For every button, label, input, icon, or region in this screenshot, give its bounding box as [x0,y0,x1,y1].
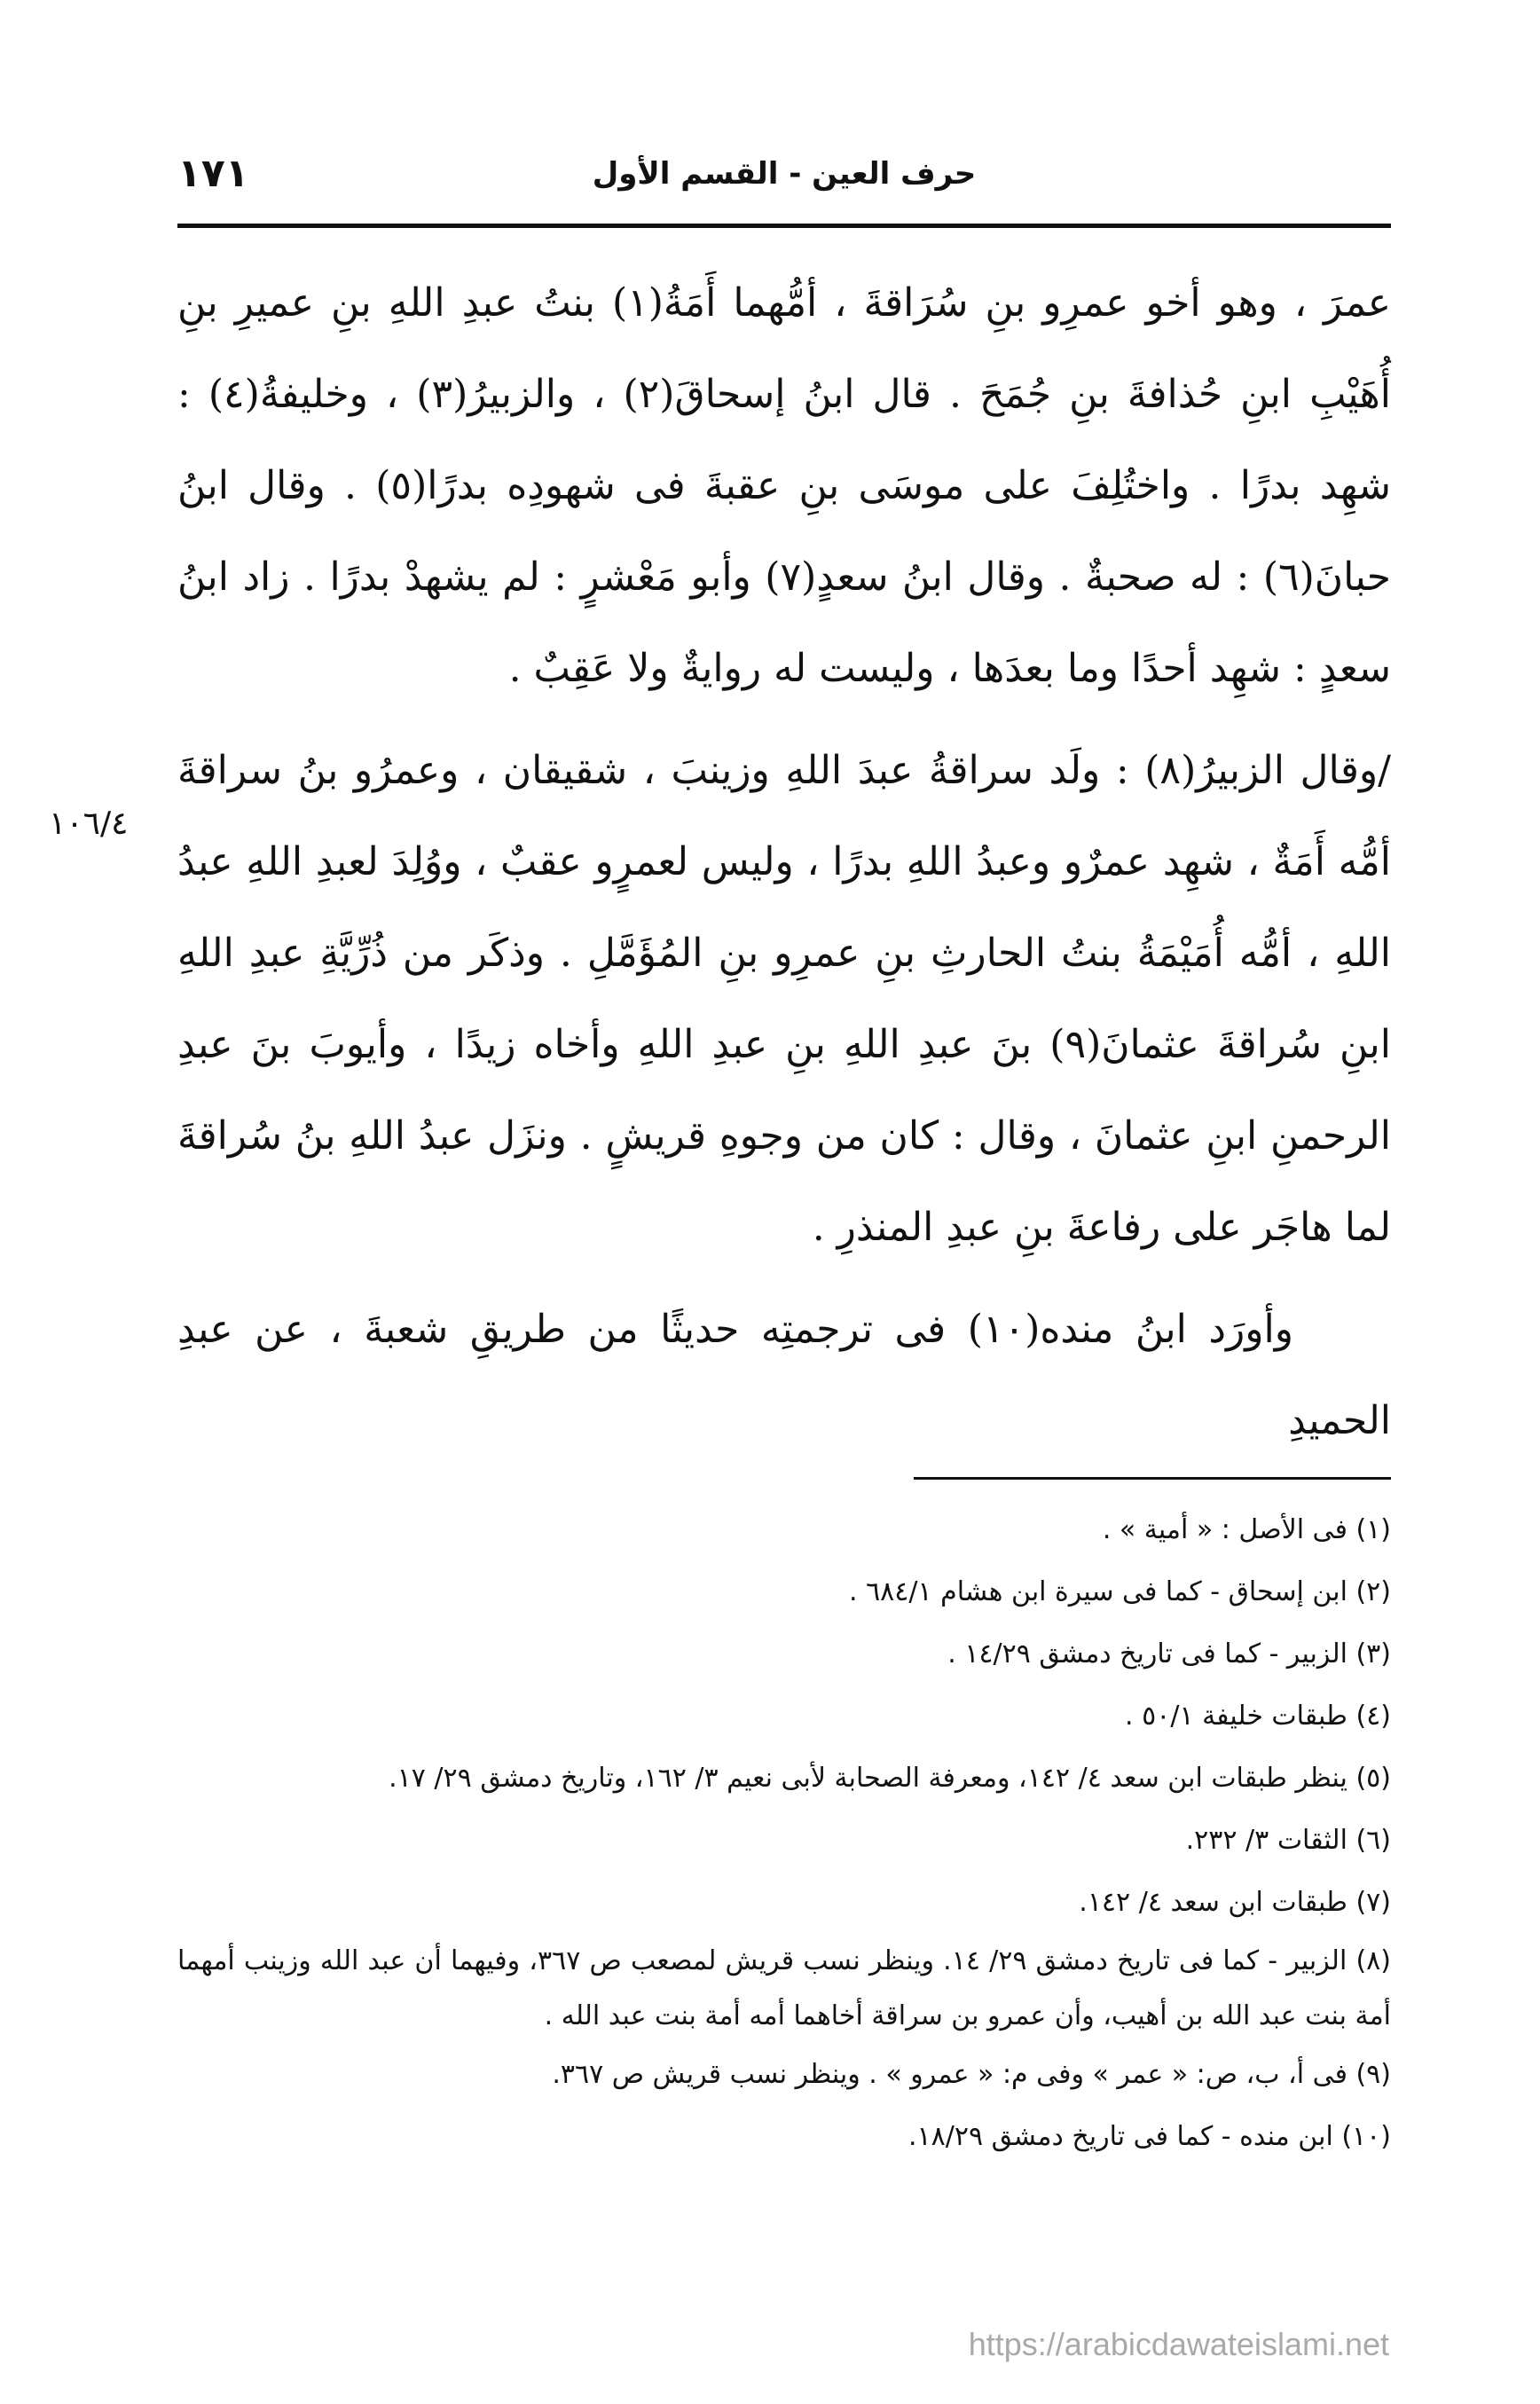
main-text [177,257,1391,1466]
running-title: حرف العين - القسم الأول [592,156,977,192]
footnote-8: (٨) الزبير - كما فى تاريخ دمشق ٢٩/ ١٤. وينظر نسب قريش لمصعب ص ٣٦٧، وفيهما أن عبد الله وزينب أمهما أمة بنت عبد الله بن أهيب، وأن عمرو بن سراقة أخاهما أمه أمة بنت عبد الله . [177,1945,1391,2031]
footnote-1: (١) فى الأصل : « أمية » . [1102,1514,1391,1545]
footnotes [177,1499,1391,2168]
footnote-10: (١٠) ابن منده - كما فى تاريخ دمشق ١٨/٢٩. [908,2121,1391,2152]
watermark-url: https://arabicdawateislami.net [968,2326,1389,2362]
footnote-7: (٧) طبقات ابن سعد ٤/ ١٤٢. [1079,1887,1391,1918]
footnote-9: (٩) فى أ، ب، ص: « عمر » وفى م: « عمرو » . وينظر نسب قريش ص ٣٦٧. [552,2059,1391,2090]
footnote-5: (٥) ينظر طبقات ابن سعد ٤/ ١٤٢، ومعرفة الصحابة لأبى نعيم ٣/ ١٦٢، وتاريخ دمشق ٢٩/ ١٧. [389,1763,1391,1794]
paragraph-3: وأورَد ابنُ منده(١٠) فى ترجمتِه حديثًا من طريقِ شعبةَ ، عن عبدِ الحميدِ [177,1307,1391,1443]
page-number: ١٧١ [177,151,249,196]
footnote-separator [914,1477,1391,1480]
footnote-2: (٢) ابن إسحاق - كما فى سيرة ابن هشام ٦٨٤/١ . [848,1576,1391,1607]
paragraph-1: عمرَ ، وهو أخو عمرِو بنِ سُرَاقةَ ، أمُّهما أَمَةُ(١) بنتُ عبدِ اللهِ بنِ عميرِ بنِ أُهَيْبِ ابنِ حُذافةَ بنِ جُمَحَ . قال ابنُ إسحاقَ(٢) ، والزبيرُ(٣) ، وخليفةُ(٤) : شهِد بدرًا . واختُلِفَ على موسَى بنِ عقبةَ فى شهودِه بدرًا(٥) . وقال ابنُ حبانَ(٦) : له صحبةٌ . وقال ابنُ سعدٍ(٧) وأبو مَعْشرٍ : لم يشهدْ بدرًا . زاد ابنُ سعدٍ : شهِد أحدًا وما بعدَها ، وليست له روايةٌ ولا عَقِبٌ . [177,280,1392,691]
footnote-4: (٤) طبقات خليفة ٥٠/١ . [1125,1701,1391,1732]
header-rule [177,224,1391,228]
paragraph-2: /وقال الزبيرُ(٨) : ولَد سراقةُ عبدَ اللهِ وزينبَ ، شقيقان ، وعمرُو بنُ سراقةَ أمُّه أَمَةٌ ، شهِد عمرٌو وعبدُ اللهِ بدرًا ، وليس لعمرٍو عقبٌ ، ووُلِدَ لعبدِ اللهِ عبدُ اللهِ ، أمُّه أُمَيْمَةُ بنتُ الحارثِ بنِ عمرِو بنِ المُؤَمَّلِ . وذكَر من ذُرِّيَّةِ عبدِ اللهِ ابنِ سُراقةَ عثمانَ(٩) بنَ عبدِ اللهِ بنِ عبدِ اللهِ وأخاه زيدًا ، وأيوبَ بنَ عبدِ الرحمنِ ابنِ عثمانَ ، وقال : كان من وجوهِ قريشٍ . ونزَل عبدُ اللهِ بنُ سُراقةَ لما هاجَر على رفاعةَ بنِ عبدِ المنذرِ . [177,748,1392,1250]
footnote-6: (٦) الثقات ٣/ ٢٣٢. [1185,1825,1391,1856]
page-header [177,149,1391,211]
footnote-3: (٣) الزبير - كما فى تاريخ دمشق ١٤/٢٩ . [947,1638,1391,1669]
margin-volume-page-reference: ١٠٦/٤ [49,805,129,842]
